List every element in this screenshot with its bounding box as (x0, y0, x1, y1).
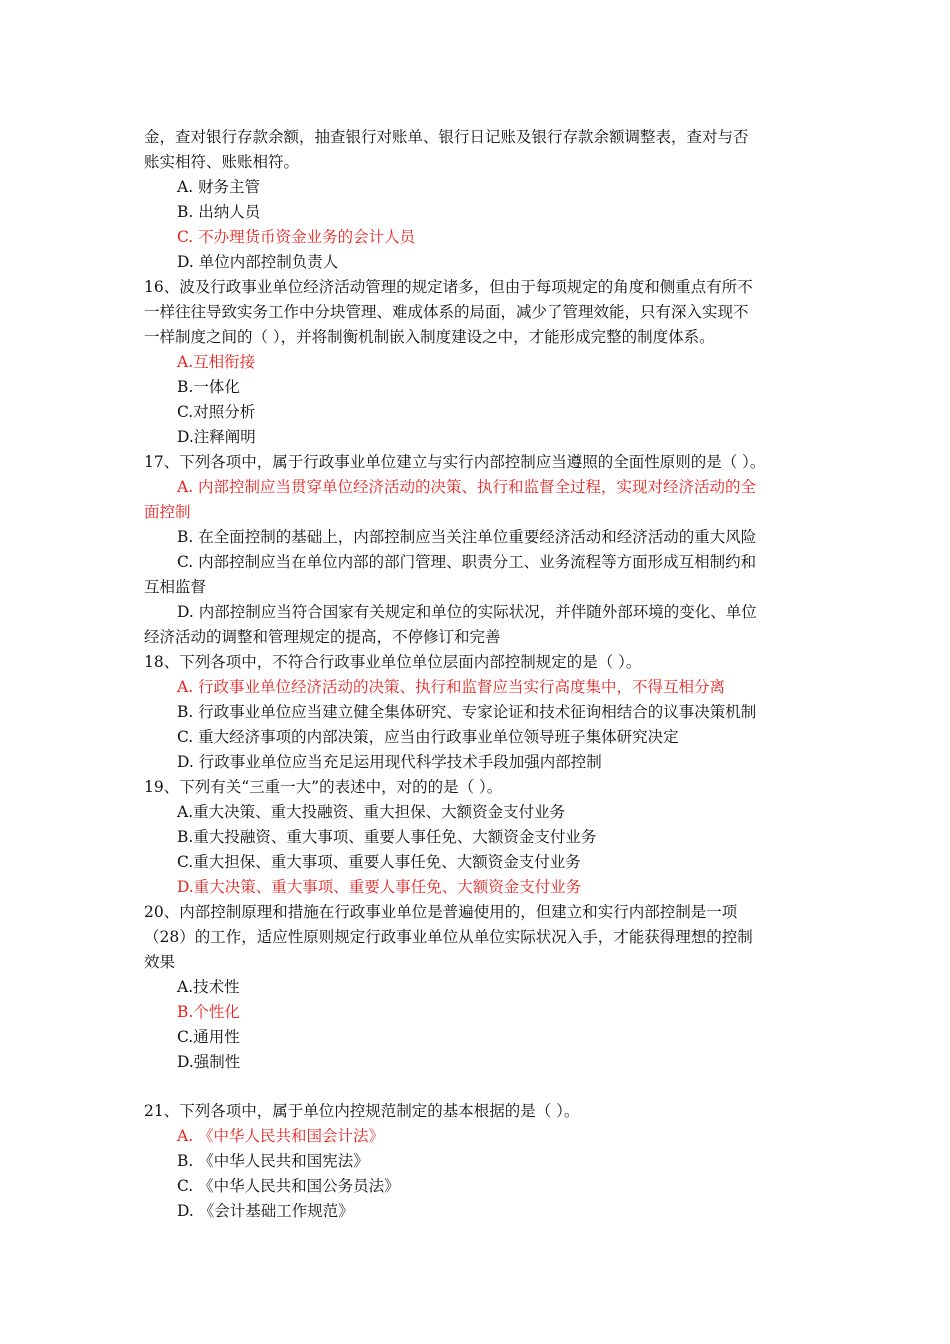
correct-option: A. 行政事业单位经济活动的决策、执行和监督应当实行高度集中，不得互相分离 (177, 678, 726, 696)
paragraph-line: （28）的工作，适应性原则规定行政事业单位从单位实际状况入手，才能获得理想的控制 (144, 928, 753, 946)
question-18: 18、下列各项中，不符合行政事业单位单位层面内部控制规定的是（ ）。 (144, 653, 642, 671)
correct-option-continued: 面控制 (144, 503, 191, 521)
correct-option: C. 不办理货币资金业务的会计人员 (177, 228, 416, 246)
option-d: D.强制性 (177, 1053, 241, 1071)
option-b: B. 《中华人民共和国宪法》 (177, 1152, 369, 1170)
option-b: B.重大投融资、重大事项、重要人事任免、大额资金支付业务 (177, 828, 597, 846)
option-b: B. 在全面控制的基础上，内部控制应当关注单位重要经济活动和经济活动的重大风险 (177, 528, 757, 546)
option-a: A.技术性 (177, 978, 240, 996)
option-d: D. 单位内部控制负责人 (177, 253, 339, 271)
option-d-continued: 经济活动的调整和管理规定的提高，不停修订和完善 (144, 628, 501, 646)
paragraph-line: 金，查对银行存款余额，抽查银行对账单、银行日记账及银行存款余额调整表，查对与否 (144, 128, 749, 146)
option-a: A.重大决策、重大投融资、重大担保、大额资金支付业务 (177, 803, 566, 821)
correct-option: A.互相衔接 (177, 353, 256, 371)
paragraph-line: 一样往往导致实务工作中分块管理、难成体系的局面，减少了管理效能，只有深入实现不 (144, 303, 749, 321)
correct-option: B.个性化 (177, 1003, 240, 1021)
question-19: 19、下列有关“三重一大”的表述中，对的的是（ ）。 (144, 778, 503, 796)
paragraph-line: 效果 (144, 953, 176, 971)
option-c: C. 内部控制应当在单位内部的部门管理、职责分工、业务流程等方面形成互相制约和 (177, 553, 757, 571)
correct-option: D.重大决策、重大事项、重要人事任免、大额资金支付业务 (177, 878, 582, 896)
option-c: C.通用性 (177, 1028, 240, 1046)
option-b: B. 出纳人员 (177, 203, 261, 221)
option-d: D. 内部控制应当符合国家有关规定和单位的实际状况，并伴随外部环境的变化、单位 (177, 603, 757, 621)
option-c: C. 《中华人民共和国公务员法》 (177, 1177, 400, 1195)
option-c: C.对照分析 (177, 403, 256, 421)
option-c: C.重大担保、重大事项、重要人事任免、大额资金支付业务 (177, 853, 581, 871)
option-d: D. 行政事业单位应当充足运用现代科学技术手段加强内部控制 (177, 753, 602, 771)
paragraph-line: 账实相符、账账相符。 (144, 153, 300, 171)
option-c: C. 重大经济事项的内部决策，应当由行政事业单位领导班子集体研究决定 (177, 728, 679, 746)
question-16: 16、波及行政事业单位经济活动管理的规定诸多，但由于每项规定的角度和侧重点有所不 (144, 278, 753, 296)
option-d: D.注释阐明 (177, 428, 256, 446)
option-a: A. 财务主管 (177, 178, 261, 196)
question-20: 20、内部控制原理和措施在行政事业单位是普遍使用的，但建立和实行内部控制是一项 (144, 903, 738, 921)
option-b: B.一体化 (177, 378, 240, 396)
question-17: 17、下列各项中，属于行政事业单位建立与实行内部控制应当遵照的全面性原则的是（ ）。 (144, 453, 766, 471)
correct-option: A. 内部控制应当贯穿单位经济活动的决策、执行和监督全过程，实现对经济活动的全 (177, 478, 757, 496)
correct-option: A. 《中华人民共和国会计法》 (177, 1127, 385, 1145)
option-b: B. 行政事业单位应当建立健全集体研究、专家论证和技术征询相结合的议事决策机制 (177, 703, 757, 721)
option-c-continued: 互相监督 (144, 578, 207, 596)
paragraph-line: 一样制度之间的（ ），并将制衡机制嵌入制度建设之中，才能形成完整的制度体系。 (144, 328, 715, 346)
question-21: 21、下列各项中，属于单位内控规范制定的基本根据的是（ ）。 (144, 1102, 580, 1120)
option-d: D. 《会计基础工作规范》 (177, 1202, 354, 1220)
